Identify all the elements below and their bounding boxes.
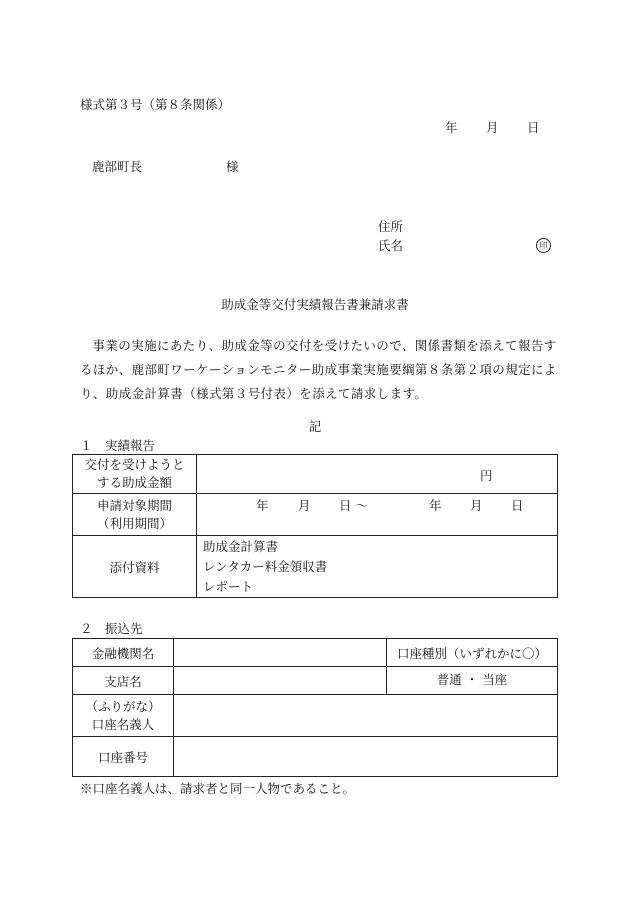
holder-row [73,695,558,737]
bank-field[interactable] [174,639,387,667]
period-label: 申請対象期間 （利用期間） [73,494,197,536]
attachments-row [73,536,558,598]
branch-row [73,667,558,695]
amount-unit: 円 [480,468,493,483]
account-number-row [73,737,558,777]
addressee-honorific: 様 [226,159,239,174]
period-start-day: 日 ～ [339,498,368,513]
holder-field[interactable] [174,695,558,737]
section2-heading: ２ 振込先 [80,621,143,636]
attachment-item: レポート [203,578,254,594]
period-end-day: 日 [511,498,524,513]
name-label: 氏名 [378,238,404,253]
period-end-year: 年 [429,498,442,513]
footnote: ※口座名義人は、請求者と同一人物であること。 [80,781,356,796]
bank-table [72,638,558,777]
ki-heading: 記 [308,419,322,434]
amount-field[interactable] [197,455,558,494]
address-label: 住所 [378,219,404,234]
branch-field[interactable] [174,667,387,695]
attachments-label: 添付資料 [73,536,197,598]
period-start-month: 月 [298,498,311,513]
period-start-year: 年 [256,498,269,513]
body-paragraph: 事業の実施にあたり、助成金等の交付を受けたいので、関係書類を添えて報告するほか、鹿部町ワーケーションモニター助成事業実施要綱第８条第２項の規定により、助成金計算書（様式第３号付表）を添えて請求します。 [80,338,557,401]
bank-label: 金融機関名 [73,639,174,667]
period-end-month: 月 [470,498,483,513]
attachments-list [197,536,558,598]
report-table [72,454,558,598]
document-title: 助成金等交付実績報告書兼請求書 [221,297,409,312]
amount-label: 交付を受けようと する助成金額 [73,455,197,494]
period-row [73,494,558,536]
account-type-options[interactable]: 普通 ・ 当座 [387,667,558,695]
account-number-field[interactable] [174,737,558,777]
date-year: 年 [445,120,458,135]
addressee-name: 鹿部町長 [92,159,143,174]
account-type-label: 口座種別（いずれかに〇） [387,639,558,667]
holder-label: （ふりがな） 口座名義人 [73,695,174,737]
amount-row [73,455,558,494]
period-field[interactable] [197,494,558,536]
date-day: 日 [527,120,540,135]
section1-heading: １ 実績報告 [80,438,156,453]
attachment-item: レンタカー料金領収書 [203,558,328,574]
date-month: 月 [486,120,499,135]
branch-label: 支店名 [73,667,174,695]
seal-icon: 印 [536,238,551,253]
attachment-item: 助成金計算書 [203,538,279,554]
account-number-label: 口座番号 [73,737,174,777]
seal-mark [536,236,551,253]
bank-row [73,639,558,667]
form-number: 様式第３号（第８条関係） [80,97,231,112]
